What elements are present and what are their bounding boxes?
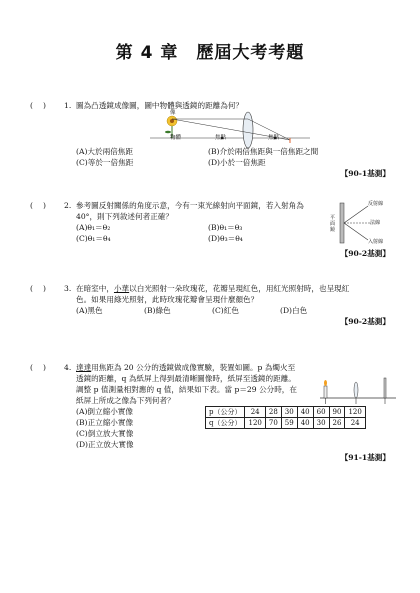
object-label: 物體 <box>170 135 182 141</box>
question-text-l2: 透鏡的距離，q 為紙屏上得到最清晰圖像時，紙屏至透鏡的距離。 <box>76 374 296 383</box>
convex-lens-diagram <box>150 110 310 150</box>
pq-data-table <box>205 406 366 429</box>
q-header: q（公分） <box>206 418 245 429</box>
lens-shape <box>243 112 253 148</box>
option-c[interactable]: (C)θ₁＝θ₄ <box>76 234 111 243</box>
reflect-label: 反射線 <box>368 201 384 207</box>
student-name: 達達 <box>76 363 92 372</box>
focus-label-1: 焦點 <box>215 135 227 141</box>
option-d[interactable]: (D)正立放大實像 <box>76 440 134 449</box>
question-text-l4: 紙屏上所成之像為下列何者？ <box>76 396 175 405</box>
lens-bench-diagram <box>318 368 398 408</box>
option-b[interactable]: (B)綠色 <box>144 306 171 315</box>
question-text-line1: 參考圖反射關係的角度示意，今有一束光線射向平面鏡，若入射角為 <box>76 201 304 210</box>
question-text-l3: 調整 p 值測量相對應的 q 值，結果如下表。當 p＝29 公分時，在 <box>76 385 297 394</box>
option-b[interactable]: (B)θ₁＝θ₃ <box>208 223 243 232</box>
question-number: 3. <box>64 284 72 293</box>
question-number: 2. <box>64 201 72 210</box>
question-text-line2: 色。如果用綠光照射，此時玫瑰花瓣會呈現什麼顏色？ <box>76 295 259 304</box>
normal-label: 法線 <box>370 220 381 226</box>
question-text-pre: 在暗室中， <box>76 284 114 293</box>
source-label: 【90-2基測】 <box>340 317 390 326</box>
table-row: p（公分） 24 28 30 40 60 90 120 <box>206 407 366 418</box>
option-a[interactable]: (A)大於兩倍焦距 <box>76 147 133 156</box>
question-text-line2: 40°，則下列敘述何者正確？ <box>76 212 173 221</box>
focus-label-2: 焦點 <box>268 135 280 141</box>
option-b[interactable]: (B)正立縮小實像 <box>76 418 134 427</box>
option-d[interactable]: (D)白色 <box>280 306 308 315</box>
chapter-title: 第 4 章 歷屆大考考題 <box>115 43 305 63</box>
option-a[interactable]: (A)θ₁＝θ₂ <box>76 223 111 232</box>
option-d[interactable]: (D)θ₃＝θ₄ <box>208 234 243 243</box>
image-label: 像 <box>170 110 176 116</box>
p-header: p（公分） <box>206 407 245 418</box>
option-c[interactable]: (C)倒立放大實像 <box>76 429 134 438</box>
question-text-post: 以白光照射一朵玫瑰花，花瓣呈現紅色，用紅光照射時，也呈現紅 <box>129 284 350 293</box>
table-row: q（公分） 120 70 59 40 30 26 24 <box>206 418 366 429</box>
source-label: 【90-1基測】 <box>340 169 390 178</box>
question-text-l1: 用焦距為 20 公分的透鏡做成像實驗，裝置如圖。p 為燭火至 <box>91 363 296 372</box>
answer-paren: ( ) <box>30 101 46 110</box>
mirror-label: 平面鏡 <box>330 215 336 233</box>
answer-paren: ( ) <box>30 284 46 293</box>
option-c[interactable]: (C)等於一倍焦距 <box>76 158 134 167</box>
option-d[interactable]: (D)小於一倍焦距 <box>208 158 266 167</box>
answer-paren: ( ) <box>30 201 46 210</box>
source-label: 【91-1基測】 <box>340 453 390 462</box>
question-text: 圖為凸透鏡成像圖，圖中物體與透鏡的距離為何？ <box>76 101 244 110</box>
option-c[interactable]: (C)紅色 <box>212 306 239 315</box>
option-a[interactable]: (A)黑色 <box>76 306 103 315</box>
incident-label: 入射線 <box>368 239 384 245</box>
option-b[interactable]: (B)介於兩倍焦距與一倍焦距之間 <box>208 147 319 156</box>
source-label: 【90-2基測】 <box>340 249 390 258</box>
question-number: 1. <box>64 101 72 110</box>
option-a[interactable]: (A)倒立縮小實像 <box>76 407 133 416</box>
answer-paren: ( ) <box>30 363 46 372</box>
student-name: 小華 <box>113 284 130 293</box>
question-number: 4. <box>64 363 72 372</box>
